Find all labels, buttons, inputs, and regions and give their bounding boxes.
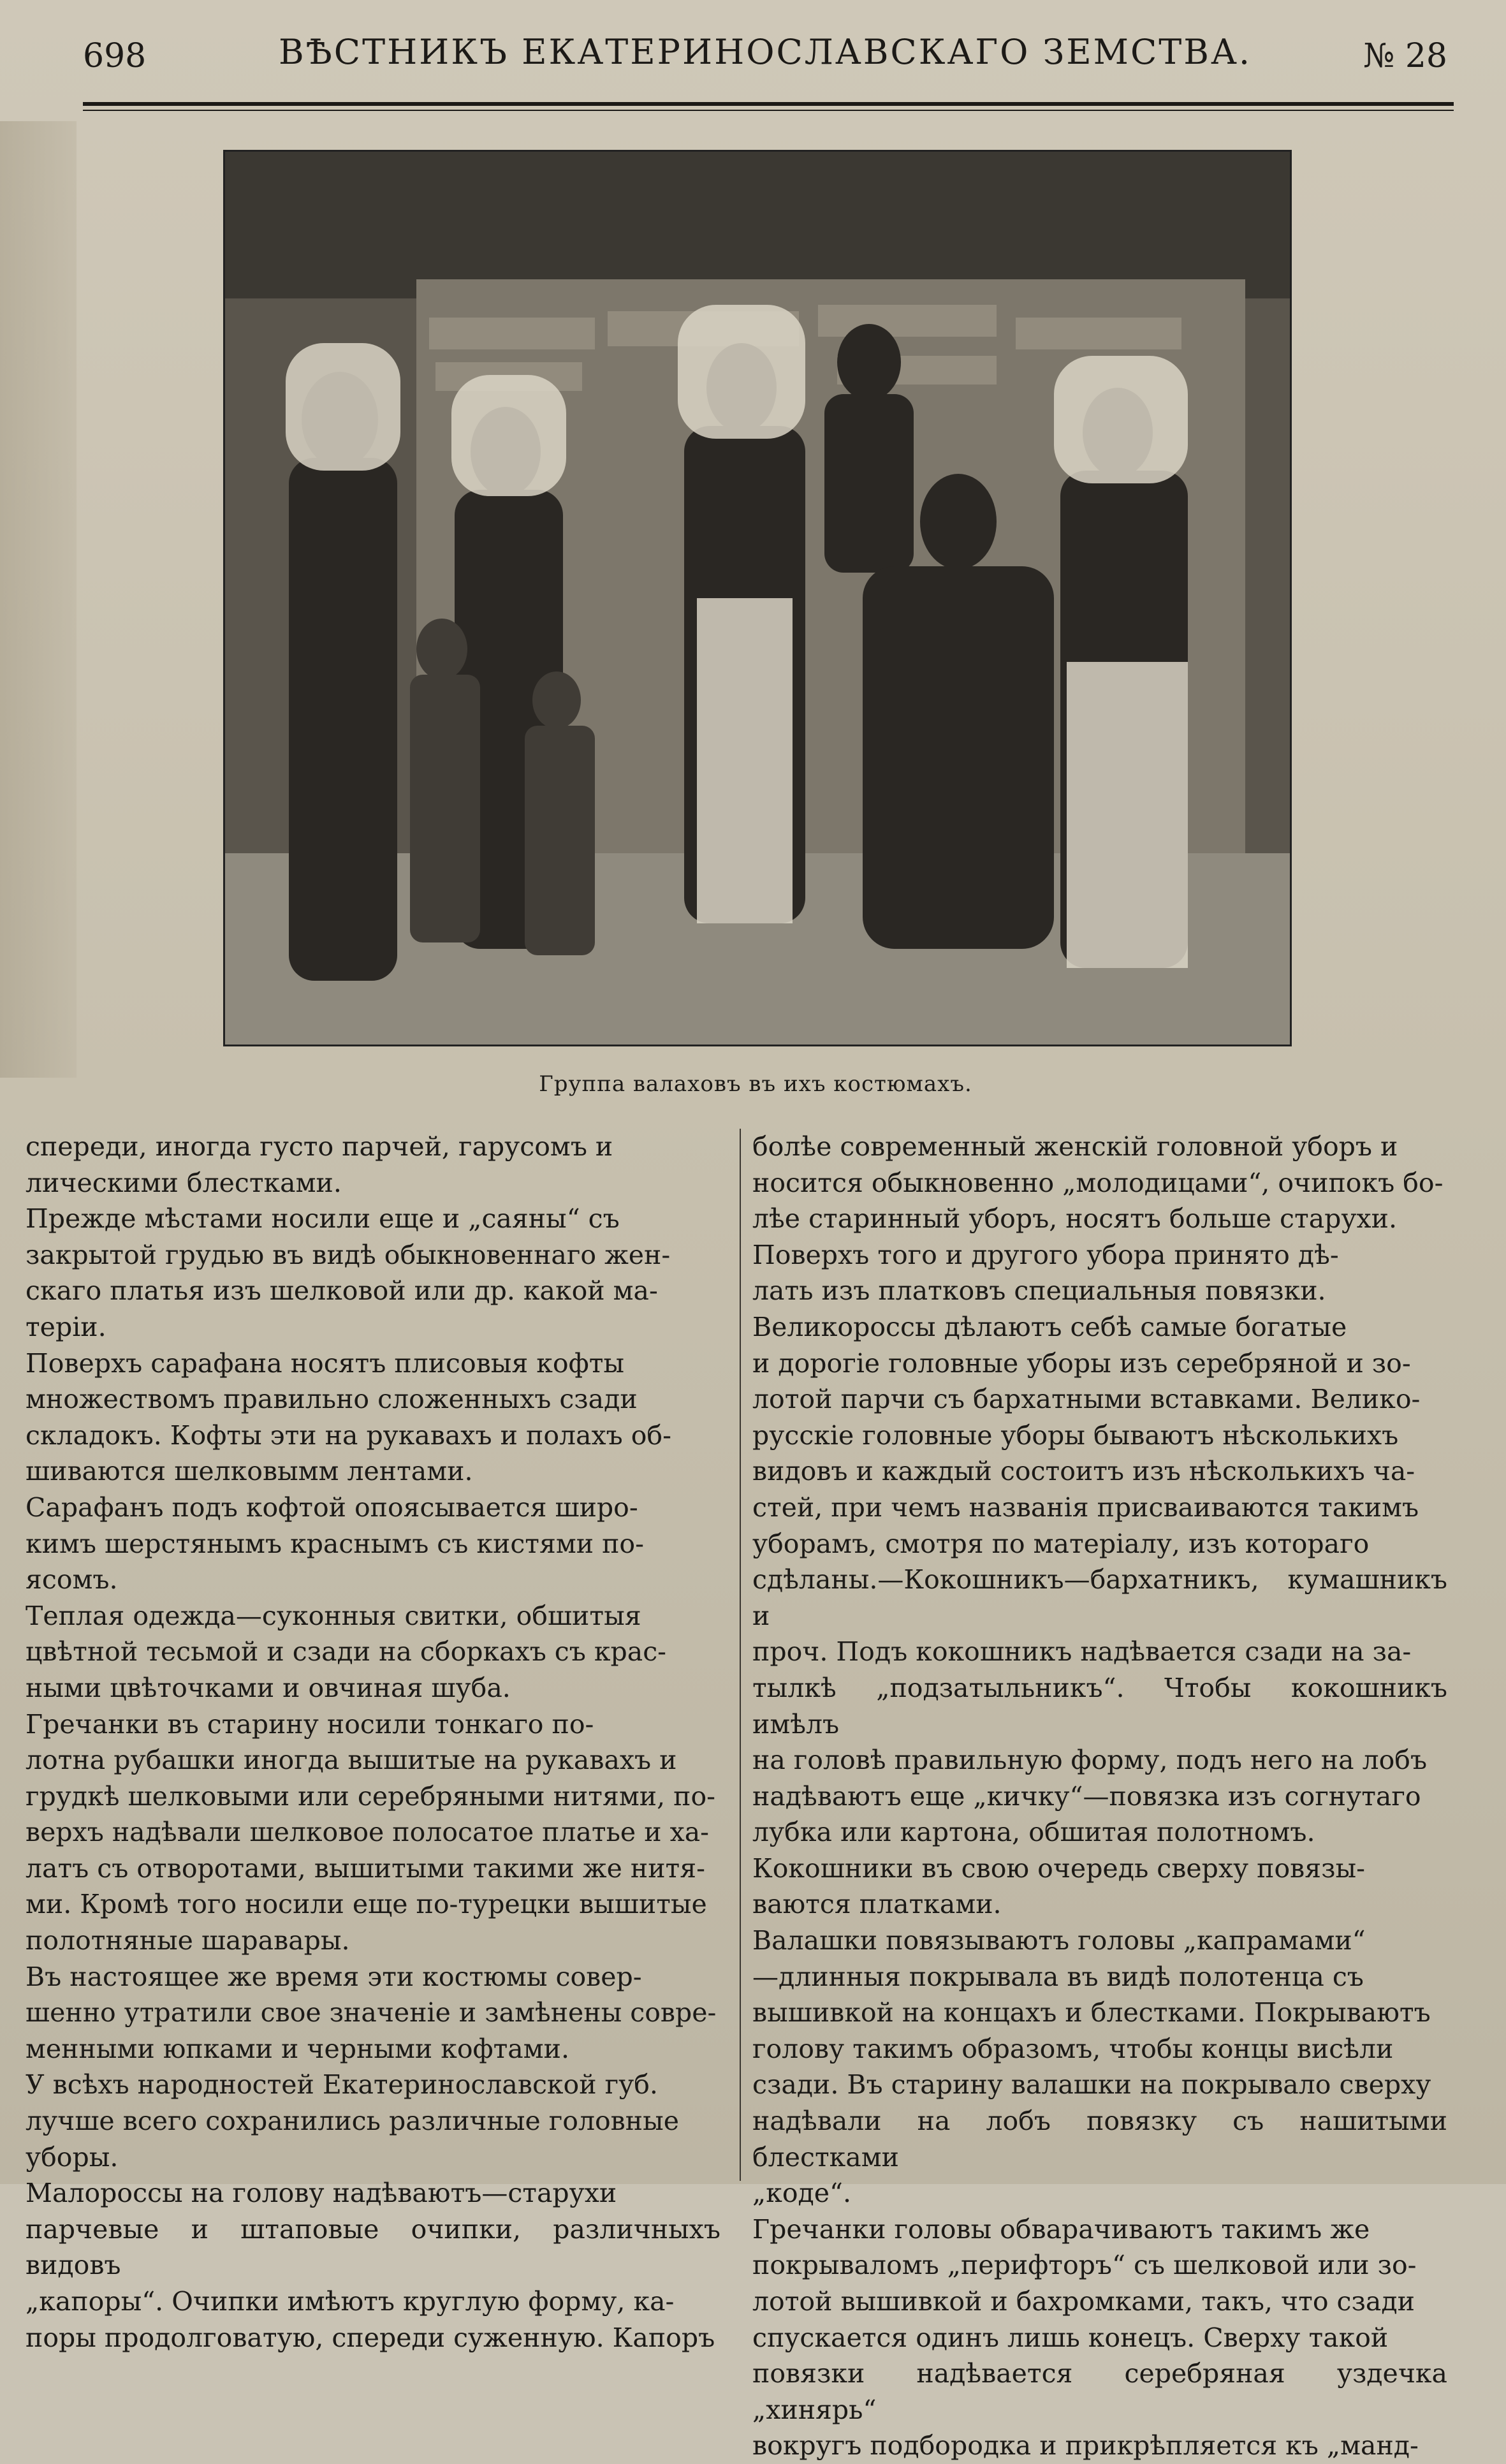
paragraph: Валашки повязываютъ головы „капрамами“ —длинныя покрывала въ видѣ полотенца съ вышивкой на концахъ и блестками. Покрываютъ голову такимъ образомъ, чтобы концы висѣли сзади. Въ старину валашки на покрывало сверху надѣвали на лобъ повязку съ нашитыми блестками „коде“. xyxy=(752,1925,1447,2209)
column-divider xyxy=(740,1129,741,2181)
paragraph: Малороссы на голову надѣваютъ—старухи парчевые и штаповые очипки, различныхъ видовъ „капоры“. Очипки имѣютъ круглую форму, ка- поры продолговатую, спереди суженную. Капоръ xyxy=(26,2178,720,2353)
paragraph: спереди, иногда густо парчей, гарусомъ и лическими блестками. xyxy=(26,1131,613,1198)
photo-caption: Группа валаховъ въ ихъ костюмахъ. xyxy=(539,1071,972,1097)
page-header xyxy=(83,26,1447,83)
left-column xyxy=(26,1129,720,2356)
paragraph: Сарафанъ подъ кофтой опоясывается широ- кимъ шерстянымъ краснымъ съ кистями по- ясомъ. xyxy=(26,1492,644,1595)
paragraph: Теплая одежда—суконныя свитки, обшитыя цвѣтной тесьмой и сзади на сборкахъ съ крас- ными цвѣточками и овчиная шуба. xyxy=(26,1600,667,1703)
header-rule xyxy=(83,102,1454,106)
header-rule-thin xyxy=(83,110,1454,111)
journal-title: ВѢСТНИКЪ ЕКАТЕРИНОСЛАВСКАГО ЗЕМСТВА. xyxy=(278,32,1252,72)
issue-number: № 28 xyxy=(1363,37,1447,75)
paragraph: Поверхъ сарафана носятъ плисовыя кофты множествомъ правильно сложенныхъ сзади складокъ. Кофты эти на рукавахъ и полахъ об- шиваются шелковымм лентами. xyxy=(26,1347,671,1487)
right-column xyxy=(752,1129,1447,2464)
paragraph: Гречанки головы обварачиваютъ такимъ же покрываломъ „перифторъ“ съ шелковой или зо- лотой вышивкой и бахромками, такъ, что сзади спускается одинъ лишь конецъ. Сверху такой повязки надѣвается серебряная уздечка „хинярь“ вокругъ подбородка и прикрѣпляется къ „манд- xyxy=(752,2213,1447,2461)
paragraph: Гречанки въ старину носили тонкаго по- лотна рубашки иногда вышитые на рукавахъ и грудкѣ шелковыми или серебряными нитями, по- верхъ надѣвали шелковое полосатое платье и ха- латъ съ отворотами, вышитыми такими же нитя- ми. Кромѣ того носили еще по-турецки вышитые полотняные шаравары. xyxy=(26,1708,715,1956)
group-photograph xyxy=(223,150,1292,1046)
paragraph: Въ настоящее же время эти костюмы совер- шенно утратили свое значеніе и замѣнены совре- менными юпками и черными кофтами. xyxy=(26,1961,717,2064)
paragraph: Прежде мѣстами носили еще и „саяны“ съ закрытой грудью въ видѣ обыкновеннаго жен- скаго платья изъ шелковой или др. какой ма- теріи. xyxy=(26,1203,671,1342)
paragraph: болѣе современный женскій головной уборъ и носится обыкновенно „молодицами“, очипокъ бо- лѣе старинный уборъ, носятъ больше старухи. xyxy=(752,1131,1444,1235)
page-number: 698 xyxy=(83,37,147,75)
paragraph: Кокошники въ свою очередь сверху повязы- ваются платками. xyxy=(752,1852,1365,1920)
torn-edge xyxy=(0,121,77,1078)
paragraph: Поверхъ того и другого убора принято дѣ- лать изъ платковъ специальныя повязки. xyxy=(752,1239,1339,1307)
paragraph: У всѣхъ народностей Екатеринославской губ. лучше всего сохранились различные головные уборы. xyxy=(26,2069,679,2173)
paragraph: Великороссы дѣлаютъ себѣ самые богатые и дорогіе головные уборы изъ серебряной и зо- лотой парчи съ бархатными вставками. Велико- русскіе головные уборы бываютъ нѣсколькихъ видовъ и каждый состоитъ изъ нѣсколькихъ ча- стей, при чемъ названія присваиваются такимъ уборамъ, смотря по матеріалу, изъ котораго сдѣланы.—Кокошникъ—бархатникъ, кумашникъ и проч. Подъ кокошникъ надѣвается сзади на за- тылкѣ „подзатыльникъ“. Чтобы кокошникъ имѣлъ на головѣ правильную форму, подъ него на лобъ надѣваютъ еще „кичку“—повязка изъ согнутаго лубка или картона, обшитая полотномъ. xyxy=(752,1311,1447,1848)
